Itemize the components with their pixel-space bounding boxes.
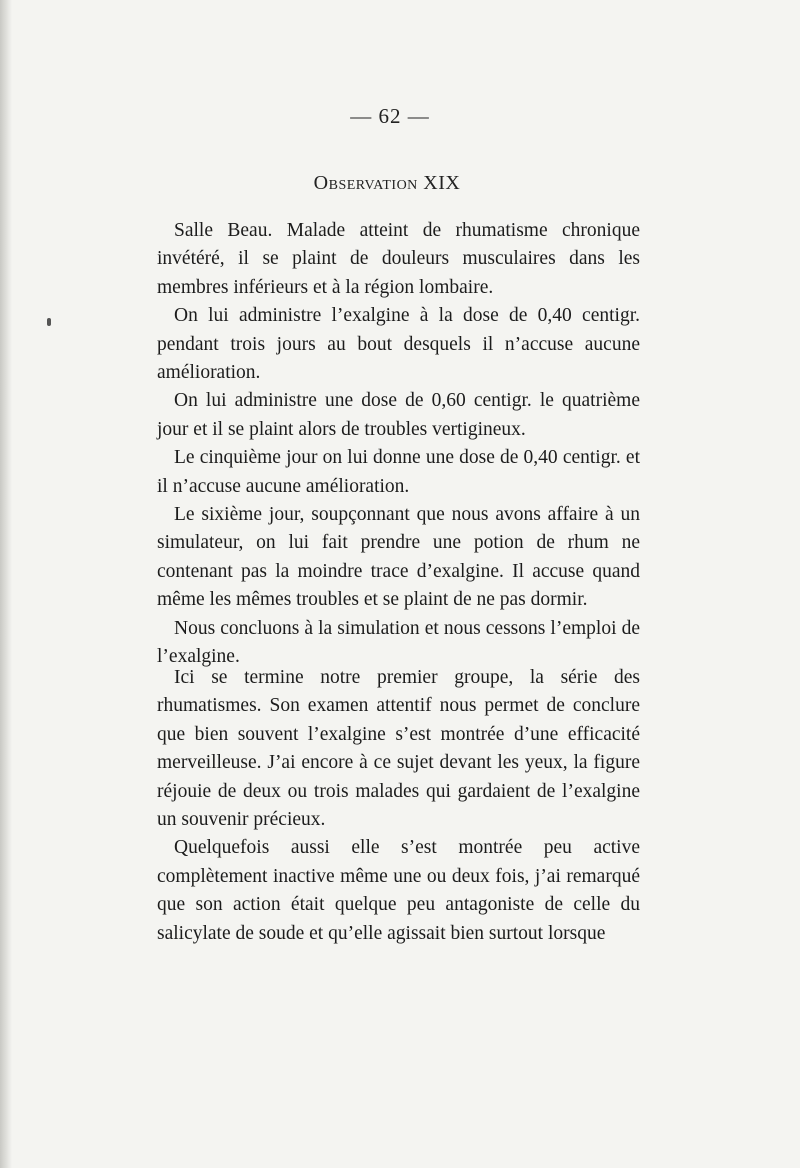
ink-speck bbox=[47, 318, 51, 326]
paragraph: Nous concluons à la simulation et nous cessons l’emploi de l’exalgine. bbox=[157, 617, 640, 668]
paragraph: On lui administre une dose de 0,60 centigr. le quatrième jour et il se plaint alors de troubles vertigineux. bbox=[157, 390, 640, 440]
paragraph: Salle Beau. Malade atteint de rhumatisme chronique invétéré, il se plaint de douleurs musculaires dans les membres inférieurs et à la région lombaire. bbox=[157, 220, 640, 298]
observation-heading: Observation XIX bbox=[313, 172, 461, 194]
observation-text bbox=[157, 217, 640, 672]
paragraph: On lui administre l’exalgine à la dose de 0,40 centigr. pendant trois jours au bout desquels il n’accuse aucune amélioration. bbox=[157, 305, 640, 384]
paragraph: Le cinquième jour on lui donne une dose de 0,40 centigr. et il n’accuse aucune amélioration. bbox=[157, 447, 640, 497]
paragraph: Le sixième jour, soupçonnant que nous avons affaire à un simulateur, on lui fait prendre une potion de rhum ne contenant pas la moindre trace d’exalgine. Il accuse quand même les mêmes troubles et se plaint de ne pas dormir. bbox=[157, 504, 640, 611]
conclusion-text bbox=[157, 664, 640, 948]
paragraph: Quelquefois aussi elle s’est montrée peu active complètement inactive même une ou deux fois, j’ai remarqué que son action était quelque peu antagoniste de celle du salicylate de soude et qu’elle agissait bien surtout lorsque bbox=[157, 837, 640, 944]
paragraph: Ici se termine notre premier groupe, la série des rhumatismes. Son examen attentif nous permet de conclure que bien souvent l’exalgine s’est montrée d’une efficacité merveilleuse. J’ai encore à ce sujet devant les yeux, la figure réjouie de deux ou trois malades qui gardaient de l’exalgine un souvenir précieux. bbox=[157, 667, 640, 831]
page-number: — 62 — bbox=[350, 104, 430, 128]
